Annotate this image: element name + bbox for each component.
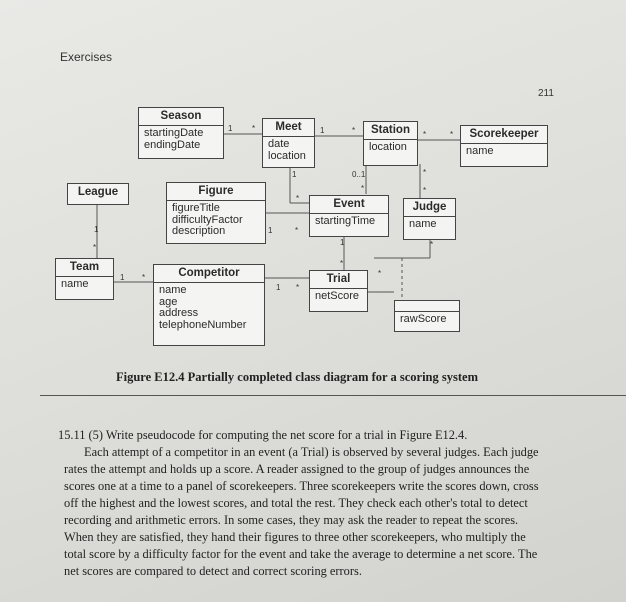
multiplicity: 1 [276,283,281,292]
attribute: startingDate [144,127,204,139]
class-name: Team [56,259,113,277]
class-trial [309,270,368,312]
exercise-line: total score by a difficulty factor for the event and take the average to determine a net score. The [64,547,538,561]
multiplicity: * [142,273,146,282]
exercise-line: rates the attempt and holds up a score. A reader assigned to the group of judges announces the [64,462,530,476]
multiplicity: * [252,124,256,133]
multiplicity: 1 [320,126,325,135]
class-scorekeeper [460,125,548,167]
multiplicity: 1 [94,225,99,234]
attribute: location [268,149,306,162]
exercise-line: scores one at a time to a panel of scorekeepers. Three scorekeepers write the scores down, cross [64,479,539,493]
attribute: endingDate [144,138,201,151]
multiplicity: * [430,240,434,249]
class-season [138,107,224,159]
exercise-line: recording and arithmetic errors. In some cases, they may ask the reader to repeat the scores. [64,513,519,527]
page-number: 211 [538,88,554,99]
exercise-line: off the highest and the lowest scores, and total the rest. They check each other's total to detect [64,496,528,510]
class-figure [166,182,266,244]
class-team [55,258,114,300]
exercise-line: Each attempt of a competitor in an event (a Trial) is observed by several judges. Each judge [84,445,539,459]
class-meet [262,118,315,168]
multiplicity: 1 [292,170,297,179]
multiplicity: 1 [228,124,233,133]
class-name: Event [310,196,388,214]
exercise-line: net scores are compared to detect and correct scoring errors. [64,564,362,578]
multiplicity: * [93,243,97,252]
class-competitor [153,264,265,346]
attribute: description [172,225,226,237]
attribute: address [159,307,199,319]
class-station [363,121,418,166]
multiplicity: * [450,130,454,139]
association-class-rawscore [394,300,460,332]
section-divider [40,395,626,396]
class-name: Trial [310,271,367,289]
multiplicity: * [352,126,356,135]
multiplicity: * [296,194,300,203]
attribute: name [409,218,437,230]
multiplicity: * [340,259,344,268]
exercise-heading: 15.11 (5) Write pseudocode for computing the net score for a trial in Figure E12.4. [58,428,468,442]
multiplicity: * [423,168,427,177]
multiplicity: 0..1 [352,170,366,179]
attribute: rawScore [400,313,447,325]
attribute: startingTime [315,215,376,227]
multiplicity: 1 [340,238,345,247]
attribute: difficultyFactor [172,213,243,226]
class-name: Season [139,108,223,126]
class-name: Judge [404,199,455,217]
multiplicity: 1 [268,226,273,235]
class-name: League [77,186,119,198]
attribute: name [466,145,494,157]
multiplicity: * [361,184,365,193]
multiplicity: * [295,226,299,235]
class-name: Meet [263,119,314,137]
attribute: name [159,284,187,296]
attribute: netScore [315,290,360,302]
multiplicity: * [423,186,427,195]
multiplicity: 1 [120,273,125,282]
attribute: figureTitle [172,202,220,214]
class-judge [403,198,456,240]
attribute: telephoneNumber [159,318,247,331]
class-name: Scorekeeper [461,126,547,144]
attribute: date [268,138,290,150]
figure-caption: Figure E12.4 Partially completed class diagram for a scoring system [116,370,478,384]
class-event [309,195,389,237]
multiplicity: * [423,130,427,139]
attribute: age [159,295,178,308]
multiplicity: * [296,283,300,292]
exercise-line: When they are satisfied, they hand their figures to three other scorekeepers, who multiply the [64,530,526,544]
class-name: Competitor [154,265,264,283]
class-name: Figure [167,183,265,201]
attribute: name [61,278,89,290]
running-header: Exercises [60,50,113,64]
class-name: Station [364,122,417,140]
class-league [67,183,129,205]
attribute: location [369,141,407,153]
multiplicity: * [378,269,382,278]
